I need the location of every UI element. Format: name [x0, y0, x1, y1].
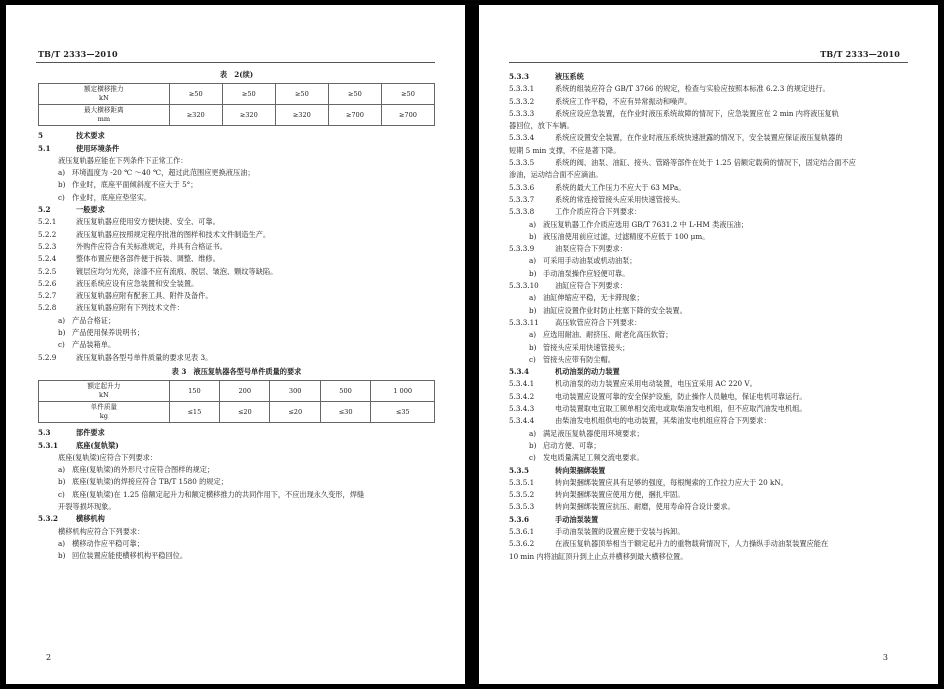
clause-number: 5.3.3.2	[509, 96, 535, 106]
row-label	[39, 402, 170, 423]
unit-text: kN	[98, 391, 109, 400]
text-line	[509, 157, 910, 169]
clause-text: 底座(复轨梁)在 1.25 倍额定起升力和额定横移推力的共同作用下，不应出现永久变形，焊缝	[72, 489, 365, 499]
clause-text: 横移机构	[76, 514, 105, 524]
page-content-right	[509, 71, 910, 563]
clause-number: a)	[58, 538, 66, 548]
text-line	[38, 339, 435, 351]
text-line	[509, 378, 910, 390]
table-cell: ≤20	[270, 402, 320, 423]
text-line	[38, 489, 435, 501]
clause-number: 5.3.3.9	[509, 244, 535, 254]
page-header: TB/T 2333—2010	[820, 49, 900, 59]
clause-number: b)	[529, 305, 537, 315]
text-line	[38, 550, 435, 562]
clause-number: a)	[58, 315, 66, 325]
clause-number: 5.2.1	[38, 217, 57, 227]
table-cell: 1 000	[371, 381, 435, 402]
text-line	[509, 501, 910, 513]
clause-text: 应选用耐油、耐挤压、耐老化高压软管；	[543, 330, 673, 340]
clause-text: 液压复轨器工作介质应选用 GB/T 7631.2 中 L-HM 类液压油；	[543, 219, 749, 229]
text-line	[38, 167, 435, 179]
clause-number: c)	[529, 453, 536, 463]
clause-number: b)	[58, 551, 66, 561]
table-cell: ≤15	[169, 402, 219, 423]
clause-text: 电动装置应设置可靠的安全保护设施，防止操作人员触电，保证电机可靠运行。	[555, 391, 807, 401]
table-cell: 300	[270, 381, 320, 402]
clause-text: 液压复轨器各型号单件质量的要求见表 3。	[76, 352, 213, 362]
clause-text: 手动油泵装置的设置应便于安装与拆卸。	[555, 526, 685, 536]
clause-text: 转向架捆绑装置应使用方便，捆扎牢固。	[555, 490, 685, 500]
unit-text: kg	[99, 412, 108, 421]
clause-text: 底座(复轨梁)的焊接应符合 TB/T 1580 的规定；	[72, 477, 228, 487]
clause-number: 5.3.3.4	[509, 133, 535, 143]
table-cell: ≥320	[222, 105, 275, 126]
text-line	[509, 96, 910, 108]
table-row	[39, 381, 435, 402]
clause-text: 系统的常连接管接头应采用快速管接头。	[555, 194, 685, 204]
clause-number: b)	[58, 477, 66, 487]
clause-number: 5.3.4.2	[509, 391, 535, 401]
clause-text: 发电质量满足工频交流电要求。	[543, 453, 644, 463]
text-line	[509, 169, 910, 181]
clause-text: 管接头应带有防尘帽。	[543, 354, 615, 364]
clause-number: 5.2.6	[38, 278, 57, 288]
section-heading	[38, 440, 435, 452]
clause-number: 5.2.2	[38, 229, 57, 239]
clause-text: 由柴油发电机组供电的电动装置，其柴油发电机组应符合下列要求：	[555, 416, 771, 426]
clause-number: 5.3.6	[509, 514, 530, 524]
clause-number: 5.3	[38, 428, 51, 438]
clause-number: 5.3.3	[509, 72, 530, 81]
text-line	[509, 440, 910, 452]
clause-text: 整体布置应便各部件便于拆装、调整、维修。	[76, 254, 220, 264]
clause-number: a)	[529, 428, 537, 438]
clause-number: 5.2.8	[38, 303, 57, 313]
text-line	[509, 255, 910, 267]
clause-text: 可采用手动油泵或机动油泵；	[543, 256, 637, 266]
text-line	[38, 253, 435, 265]
text-line	[509, 132, 910, 144]
clause-number: 5.3.5.1	[509, 477, 535, 487]
clause-text: 技术要求	[76, 131, 105, 141]
clause-text: 系统应工作平稳，不应有异常振动和噪声。	[555, 96, 692, 106]
clause-text: 产品合格证；	[72, 315, 116, 325]
clause-text: 10 min 内将油缸顶升到上止点并横移到最大横移位置。	[509, 551, 688, 561]
text-line	[38, 290, 435, 302]
table-cell: ≥50	[275, 84, 328, 105]
clause-text: 器回位，放下车辆。	[509, 121, 574, 131]
table-cell: 200	[220, 381, 270, 402]
clause-text: 横移机构应符合下列要求：	[58, 526, 145, 536]
left-text-block-a	[38, 130, 435, 364]
clause-text: 产品使用保养说明书；	[72, 328, 144, 338]
row-label	[39, 105, 170, 126]
text-line	[509, 231, 910, 243]
text-line	[38, 216, 435, 228]
clause-text: 液压复轨器应附有配套工具、附件及备件。	[76, 291, 213, 301]
clause-text: 部件要求	[76, 428, 105, 438]
table-cell: ≤30	[320, 402, 370, 423]
clause-text: 满足液压复轨器使用环境要求；	[543, 428, 644, 438]
clause-number: b)	[58, 180, 66, 190]
clause-number: 5.3.5	[509, 465, 530, 475]
text-line	[509, 317, 910, 329]
clause-number: 5	[38, 131, 44, 141]
clause-number: 5.3.3.10	[509, 281, 539, 291]
text-line	[509, 108, 910, 120]
clause-text: 管接头应采用快速管接头；	[543, 342, 630, 352]
page-number: 3	[882, 653, 888, 662]
text-line	[509, 477, 910, 489]
clause-number: 5.3.6.1	[509, 526, 535, 536]
clause-number: 5.3.3.3	[509, 108, 535, 118]
clause-text: 手动油泵操作应轻便可靠。	[543, 268, 630, 278]
table-row	[39, 105, 435, 126]
section-heading	[38, 143, 435, 155]
text-line	[509, 415, 910, 427]
clause-text: 液压复轨器应附有下列技术文件：	[76, 303, 184, 313]
text-line	[509, 182, 910, 194]
clause-number: 5.2.4	[38, 254, 57, 264]
clause-number: c)	[58, 340, 65, 350]
text-line	[509, 428, 910, 440]
table-cell: ≥700	[381, 105, 434, 126]
text-line	[509, 243, 910, 255]
clause-number: b)	[529, 268, 537, 278]
section-heading	[38, 513, 435, 525]
text-line	[38, 501, 435, 513]
clause-text: 系统的组装应符合 GB/T 3766 的规定，检查与实验应按照本标准 6.2.3 的规定进行。	[555, 84, 830, 94]
clause-text: 液压复轨器应按照规定程序批准的图样和技术文件制造生产。	[76, 229, 271, 239]
text-line	[38, 229, 435, 241]
table-row	[39, 84, 435, 105]
clause-text: 工作介质应符合下列要求：	[555, 207, 642, 217]
clause-number: c)	[529, 354, 536, 364]
clause-text: 液压系统应设有应急装置和安全装置。	[76, 278, 199, 288]
section-heading	[38, 130, 435, 142]
text-line	[38, 464, 435, 476]
clause-text: 液压系统	[555, 72, 584, 81]
text-line	[38, 192, 435, 204]
clause-text: 液压复轨器应使用安方便快捷、安全、可靠。	[76, 217, 220, 227]
row-label	[39, 381, 170, 402]
clause-text: 一般要求	[76, 205, 105, 215]
table-cell: ≥50	[381, 84, 434, 105]
table-cell: ≥50	[169, 84, 222, 105]
text-line	[509, 280, 910, 292]
clause-text: 系统的最大工作压力不应大于 63 MPa。	[555, 182, 686, 192]
clause-text: 液压复轨器应能在下列条件下正常工作：	[58, 155, 188, 165]
table-cell: ≥320	[169, 105, 222, 126]
section-heading	[509, 465, 910, 477]
header-rule	[36, 62, 435, 63]
clause-text: 回位装置应能使横移机构平稳回位。	[72, 551, 188, 561]
table-row	[39, 402, 435, 423]
clause-text: 在液压复轨器顶举相当于额定起升力的重物载荷情况下，人力操纵手动油泵装置应能在	[555, 539, 829, 549]
text-line	[509, 391, 910, 403]
row-label	[39, 84, 170, 105]
text-line	[509, 206, 910, 218]
text-line	[38, 538, 435, 550]
clause-number: 5.2	[38, 205, 51, 215]
label-text: 额定起升力	[87, 382, 121, 391]
clause-text: 油缸应符合下列要求：	[555, 281, 627, 291]
clause-text: 电动装置取电宜取工频单相交流电或取柴油发电机组，但不应取汽油发电机组。	[555, 404, 807, 414]
clause-number: 5.3.1	[38, 440, 59, 450]
clause-text: 渗油，运动结合面不应滴油。	[509, 170, 603, 180]
clause-number: 5.3.5.3	[509, 502, 535, 512]
text-line	[38, 266, 435, 278]
table3-caption: 表 3 液压复轨器各型号单件质量的要求	[171, 366, 302, 376]
clause-text: 作业时，底座平面倾斜度不应大于 5°；	[72, 180, 198, 190]
clause-number: 5.2.3	[38, 241, 57, 251]
clause-number: b)	[58, 328, 66, 338]
section-heading	[38, 427, 435, 439]
clause-text: 产品装箱单。	[72, 340, 116, 350]
table3	[38, 380, 435, 423]
text-line	[509, 120, 910, 132]
text-line	[509, 329, 910, 341]
clause-number: 5.1	[38, 143, 51, 153]
unit-text: kN	[98, 94, 109, 103]
table-cell: ≥320	[275, 105, 328, 126]
clause-text: 底座(复轨梁)	[76, 440, 119, 450]
clause-text: 横移动作应平稳可靠；	[72, 538, 144, 548]
text-line	[38, 352, 435, 364]
clause-text: 底座(复轨梁)的外形尺寸应符合图样的规定；	[72, 465, 215, 475]
page-right	[479, 5, 938, 684]
text-line	[38, 315, 435, 327]
text-line	[38, 278, 435, 290]
clause-text: 镀层应均匀光亮，涂漆不应有流痕、脱层、皱泡、颗纹等缺陷。	[76, 266, 278, 276]
clause-text: 开裂等损坏现象。	[58, 502, 116, 512]
clause-number: 5.3.4.3	[509, 404, 535, 414]
text-line	[38, 452, 435, 464]
clause-text: 系统应设应急装置，在作业时液压系统故障的情况下，应急装置应在 2 min 内将液压复轨	[555, 108, 839, 118]
clause-number: 5.3.4	[509, 367, 530, 377]
text-line	[38, 155, 435, 167]
clause-text: 机动油泵的动力装置应采用电动装置，电压宜采用 AC 220 V。	[555, 379, 757, 389]
clause-number: c)	[58, 192, 65, 202]
clause-number: 5.3.3.8	[509, 207, 535, 217]
clause-number: 5.3.2	[38, 514, 59, 524]
clause-text: 高压软管应符合下列要求：	[555, 317, 642, 327]
table-cell: ≥50	[222, 84, 275, 105]
clause-number: 5.2.9	[38, 352, 57, 362]
text-line	[509, 342, 910, 354]
table2-caption: 表 2(续)	[219, 70, 254, 79]
table-cell: ≥700	[328, 105, 381, 126]
clause-text: 手动油泵装置	[555, 514, 599, 524]
clause-text: 油泵应符合下列要求：	[555, 244, 627, 254]
text-line	[509, 403, 910, 415]
text-line	[509, 551, 910, 563]
text-line	[509, 219, 910, 231]
clause-number: 5.3.3.7	[509, 194, 535, 204]
clause-number: a)	[58, 168, 66, 178]
clause-text: 系统的阀、油泵、油缸、接头、管路等部件在处于 1.25 倍额定载荷的情况下，固定结合面不应	[555, 158, 856, 168]
table-cell: ≤20	[220, 402, 270, 423]
clause-number: a)	[529, 256, 537, 266]
clause-number: 5.3.3.11	[509, 317, 539, 327]
clause-number: 5.3.3.6	[509, 182, 535, 192]
clause-text: 转向架捆绑装置应抗压、耐磨，使用寿命符合设计要求。	[555, 502, 735, 512]
text-line	[509, 145, 910, 157]
table-cell: 500	[320, 381, 370, 402]
text-line	[509, 292, 910, 304]
label-text: 最大横移距离	[84, 106, 124, 115]
clause-number: b)	[529, 231, 537, 241]
text-line	[38, 526, 435, 538]
clause-number: 5.3.4.1	[509, 379, 535, 389]
clause-number: 5.2.7	[38, 291, 57, 301]
clause-number: 5.3.3.5	[509, 158, 535, 168]
clause-number: b)	[529, 342, 537, 352]
section-heading	[509, 366, 910, 378]
clause-number: 5.3.5.2	[509, 490, 535, 500]
clause-number: c)	[58, 489, 65, 499]
clause-number: a)	[529, 330, 537, 340]
text-line	[509, 538, 910, 550]
text-line	[38, 302, 435, 314]
text-line	[38, 241, 435, 253]
clause-number: 5.3.4.4	[509, 416, 535, 426]
clause-number: 5.3.6.2	[509, 539, 535, 549]
text-line	[38, 476, 435, 488]
table-cell: ≤35	[371, 402, 435, 423]
clause-text: 油缸应设置作业时防止柱塞下降的安全装置。	[543, 305, 687, 315]
clause-number: a)	[58, 465, 66, 475]
text-line	[509, 452, 910, 464]
left-text-block-b	[38, 427, 435, 562]
text-line	[509, 268, 910, 280]
clause-text: 机动油泵的动力装置	[555, 367, 620, 377]
text-line	[509, 83, 910, 95]
unit-text: mm	[97, 115, 111, 124]
clause-text: 液压油使用前应过滤，过滤精度不应低于 100 μm。	[543, 231, 710, 241]
text-line	[509, 305, 910, 317]
clause-text: 转向架捆绑装置应具有足够的强度，每根绳索的工作拉力应大于 20 kN。	[555, 477, 788, 487]
section-heading	[509, 514, 910, 526]
text-line	[509, 194, 910, 206]
clause-text: 转向架捆绑装置	[555, 465, 606, 475]
text-line	[509, 526, 910, 538]
table-cell: 150	[169, 381, 219, 402]
clause-text: 使用环境条件	[76, 143, 120, 153]
text-line	[509, 354, 910, 366]
page-content-left	[38, 67, 435, 563]
label-text: 单件质量	[90, 403, 118, 412]
clause-text: 底座(复轨梁)应符合下列要求：	[58, 452, 158, 462]
table2	[38, 83, 435, 126]
clause-number: a)	[529, 293, 537, 303]
clause-text: 系统应设置安全装置，在作业时液压系统快速泄露的情况下，安全装置应保证液压复轨器的	[555, 133, 843, 143]
clause-number: b)	[529, 440, 537, 450]
clause-number: a)	[529, 219, 537, 229]
page-header: TB/T 2333—2010	[38, 49, 118, 59]
label-text: 额定横移推力	[84, 85, 124, 94]
page-left	[6, 5, 465, 684]
clause-text: 短期 5 min 支撑，不应是著下降。	[509, 145, 621, 155]
section-heading	[509, 71, 910, 83]
page-number: 2	[46, 653, 52, 662]
clause-text: 外购件应符合有关标准规定，并具有合格证书。	[76, 241, 227, 251]
clause-text: 启动方便、可靠；	[543, 440, 601, 450]
clause-number: 5.3.3.1	[509, 84, 535, 94]
section-heading	[38, 204, 435, 216]
header-rule	[509, 62, 908, 63]
clause-text: 环境温度为 -20 ℃ ～40 ℃，超过此范围应更换液压油；	[72, 168, 255, 178]
text-line	[38, 327, 435, 339]
table-cell: ≥50	[328, 84, 381, 105]
clause-number: 5.2.5	[38, 266, 57, 276]
clause-text: 油缸伸缩应平稳，无卡滞现象；	[543, 293, 644, 303]
clause-text: 作业时，底座应垫坚实。	[72, 192, 152, 202]
text-line	[38, 179, 435, 191]
text-line	[509, 489, 910, 501]
